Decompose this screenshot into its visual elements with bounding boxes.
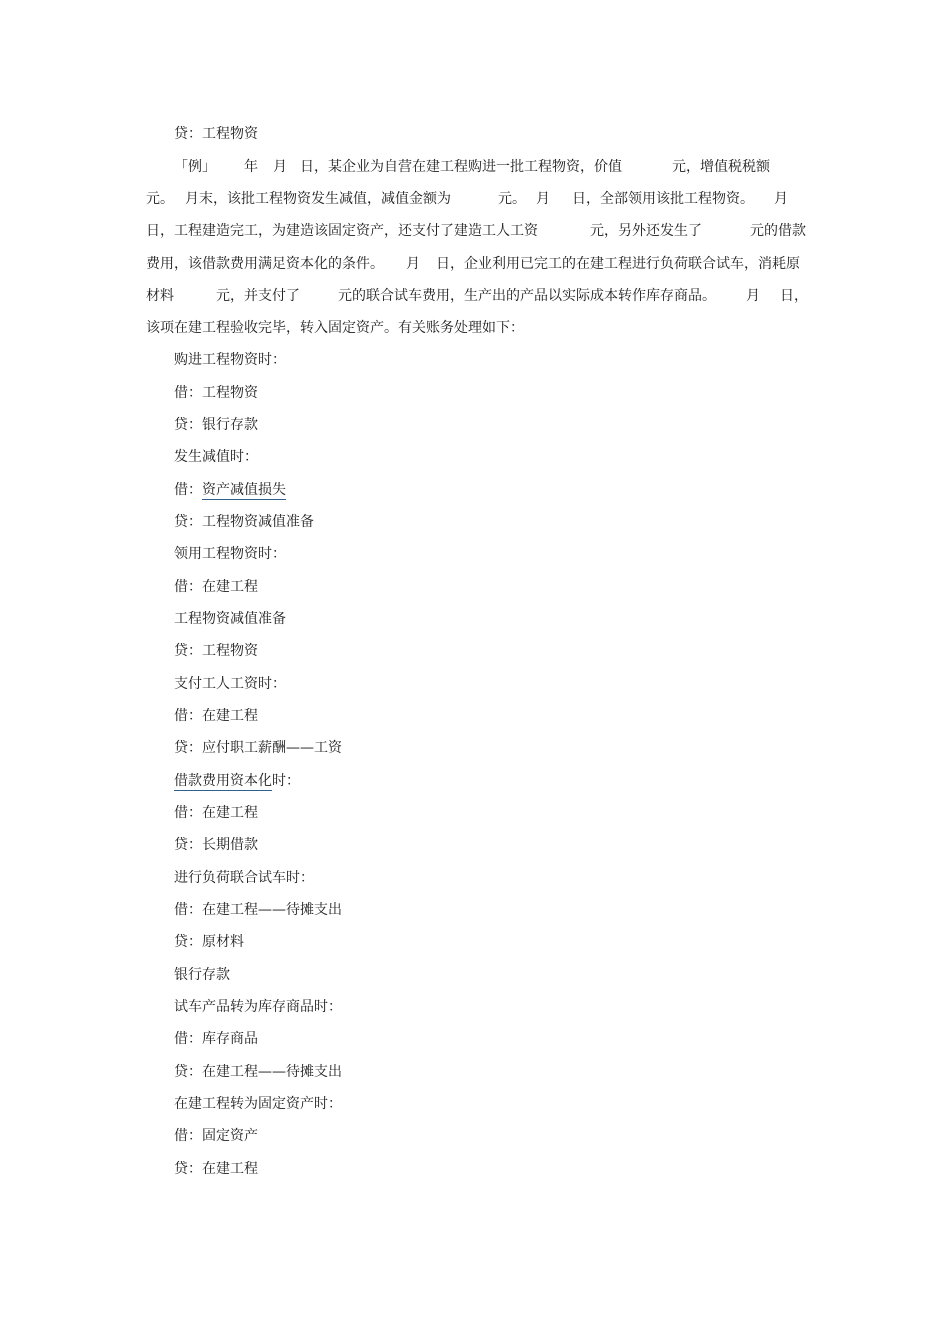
example-tag: 「例」 <box>174 159 216 175</box>
example-text: 月 <box>406 256 420 272</box>
entry-debit <box>174 480 286 500</box>
entry-credit: 贷：长期借款 <box>174 837 258 853</box>
entry-debit: 借：工程物资 <box>174 385 258 401</box>
heading-impairment: 发生减值时： <box>174 449 258 465</box>
entry-credit: 贷：工程物资 <box>174 643 258 659</box>
example-month: 月 <box>273 159 287 175</box>
entry-credit: 贷：工程物资减值准备 <box>174 514 314 530</box>
heading-wages: 支付工人工资时： <box>174 676 286 692</box>
heading-trial-run: 进行负荷联合试车时： <box>174 870 314 886</box>
example-text: 元，并支付了 <box>216 288 300 304</box>
example-line-3 <box>146 221 810 241</box>
example-line-1 <box>174 157 814 177</box>
entry-debit: 借：在建工程——待摊支出 <box>174 902 342 918</box>
entry-credit: 贷：应付职工薪酬——工资 <box>174 740 342 756</box>
heading-fixed-asset: 在建工程转为固定资产时： <box>174 1096 342 1112</box>
entry-credit: 贷：银行存款 <box>174 417 258 433</box>
heading-capitalization <box>174 771 300 791</box>
example-text: 日， <box>780 288 808 304</box>
underlined-term: 资产减值损失 <box>202 482 286 498</box>
example-text: 元。 <box>498 191 526 207</box>
entry-debit-continued: 工程物资减值准备 <box>174 611 286 627</box>
entry-credit-materials: 贷：工程物资 <box>174 126 258 142</box>
example-text: 月末，该批工程物资发生减值，减值金额为 <box>185 191 451 207</box>
example-text: 该项在建工程验收完毕，转入固定资产。有关账务处理如下： <box>146 320 524 336</box>
example-text: 材料 <box>146 288 174 304</box>
entry-credit: 贷：在建工程——待摊支出 <box>174 1064 342 1080</box>
entry-debit: 借：固定资产 <box>174 1128 258 1144</box>
example-year: 年 <box>244 159 258 175</box>
underlined-term: 借款费用资本化 <box>174 773 272 789</box>
example-text: 元，另外还发生了 <box>590 223 702 239</box>
heading-purchase: 购进工程物资时： <box>174 352 286 368</box>
example-text: 日，全部领用该批工程物资。 <box>572 191 754 207</box>
heading-suffix: 时： <box>272 773 300 789</box>
example-text: 费用，该借款费用满足资本化的条件。 <box>146 256 384 272</box>
entry-debit: 借：库存商品 <box>174 1031 258 1047</box>
entry-debit: 借：在建工程 <box>174 579 258 595</box>
entry-credit-continued: 银行存款 <box>174 967 230 983</box>
example-text: 元。 <box>146 191 174 207</box>
example-text: 月 <box>536 191 550 207</box>
example-text: 元的联合试车费用，生产出的产品以实际成本转作库存商品。 <box>338 288 716 304</box>
example-line-2 <box>146 189 806 209</box>
heading-inventory: 试车产品转为库存商品时： <box>174 999 342 1015</box>
example-line-6 <box>146 318 810 338</box>
example-text: 日，某企业为自营在建工程购进一批工程物资，价值 <box>300 159 622 175</box>
example-text: 元的借款 <box>750 223 806 239</box>
example-text: 元，增值税税额 <box>672 159 770 175</box>
entry-debit: 借：在建工程 <box>174 708 258 724</box>
example-text: 月 <box>774 191 788 207</box>
entry-prefix: 借： <box>174 482 202 498</box>
heading-usage: 领用工程物资时： <box>174 546 286 562</box>
example-text: 日，企业利用已完工的在建工程进行负荷联合试车，消耗原 <box>436 256 800 272</box>
entry-debit: 借：在建工程 <box>174 805 258 821</box>
example-line-4 <box>146 254 810 274</box>
example-text: 日，工程建造完工，为建造该固定资产，还支付了建造工人工资 <box>146 223 538 239</box>
entry-credit: 贷：原材料 <box>174 934 244 950</box>
entry-credit: 贷：在建工程 <box>174 1161 258 1177</box>
example-text: 月 <box>746 288 760 304</box>
example-line-5 <box>146 286 810 306</box>
